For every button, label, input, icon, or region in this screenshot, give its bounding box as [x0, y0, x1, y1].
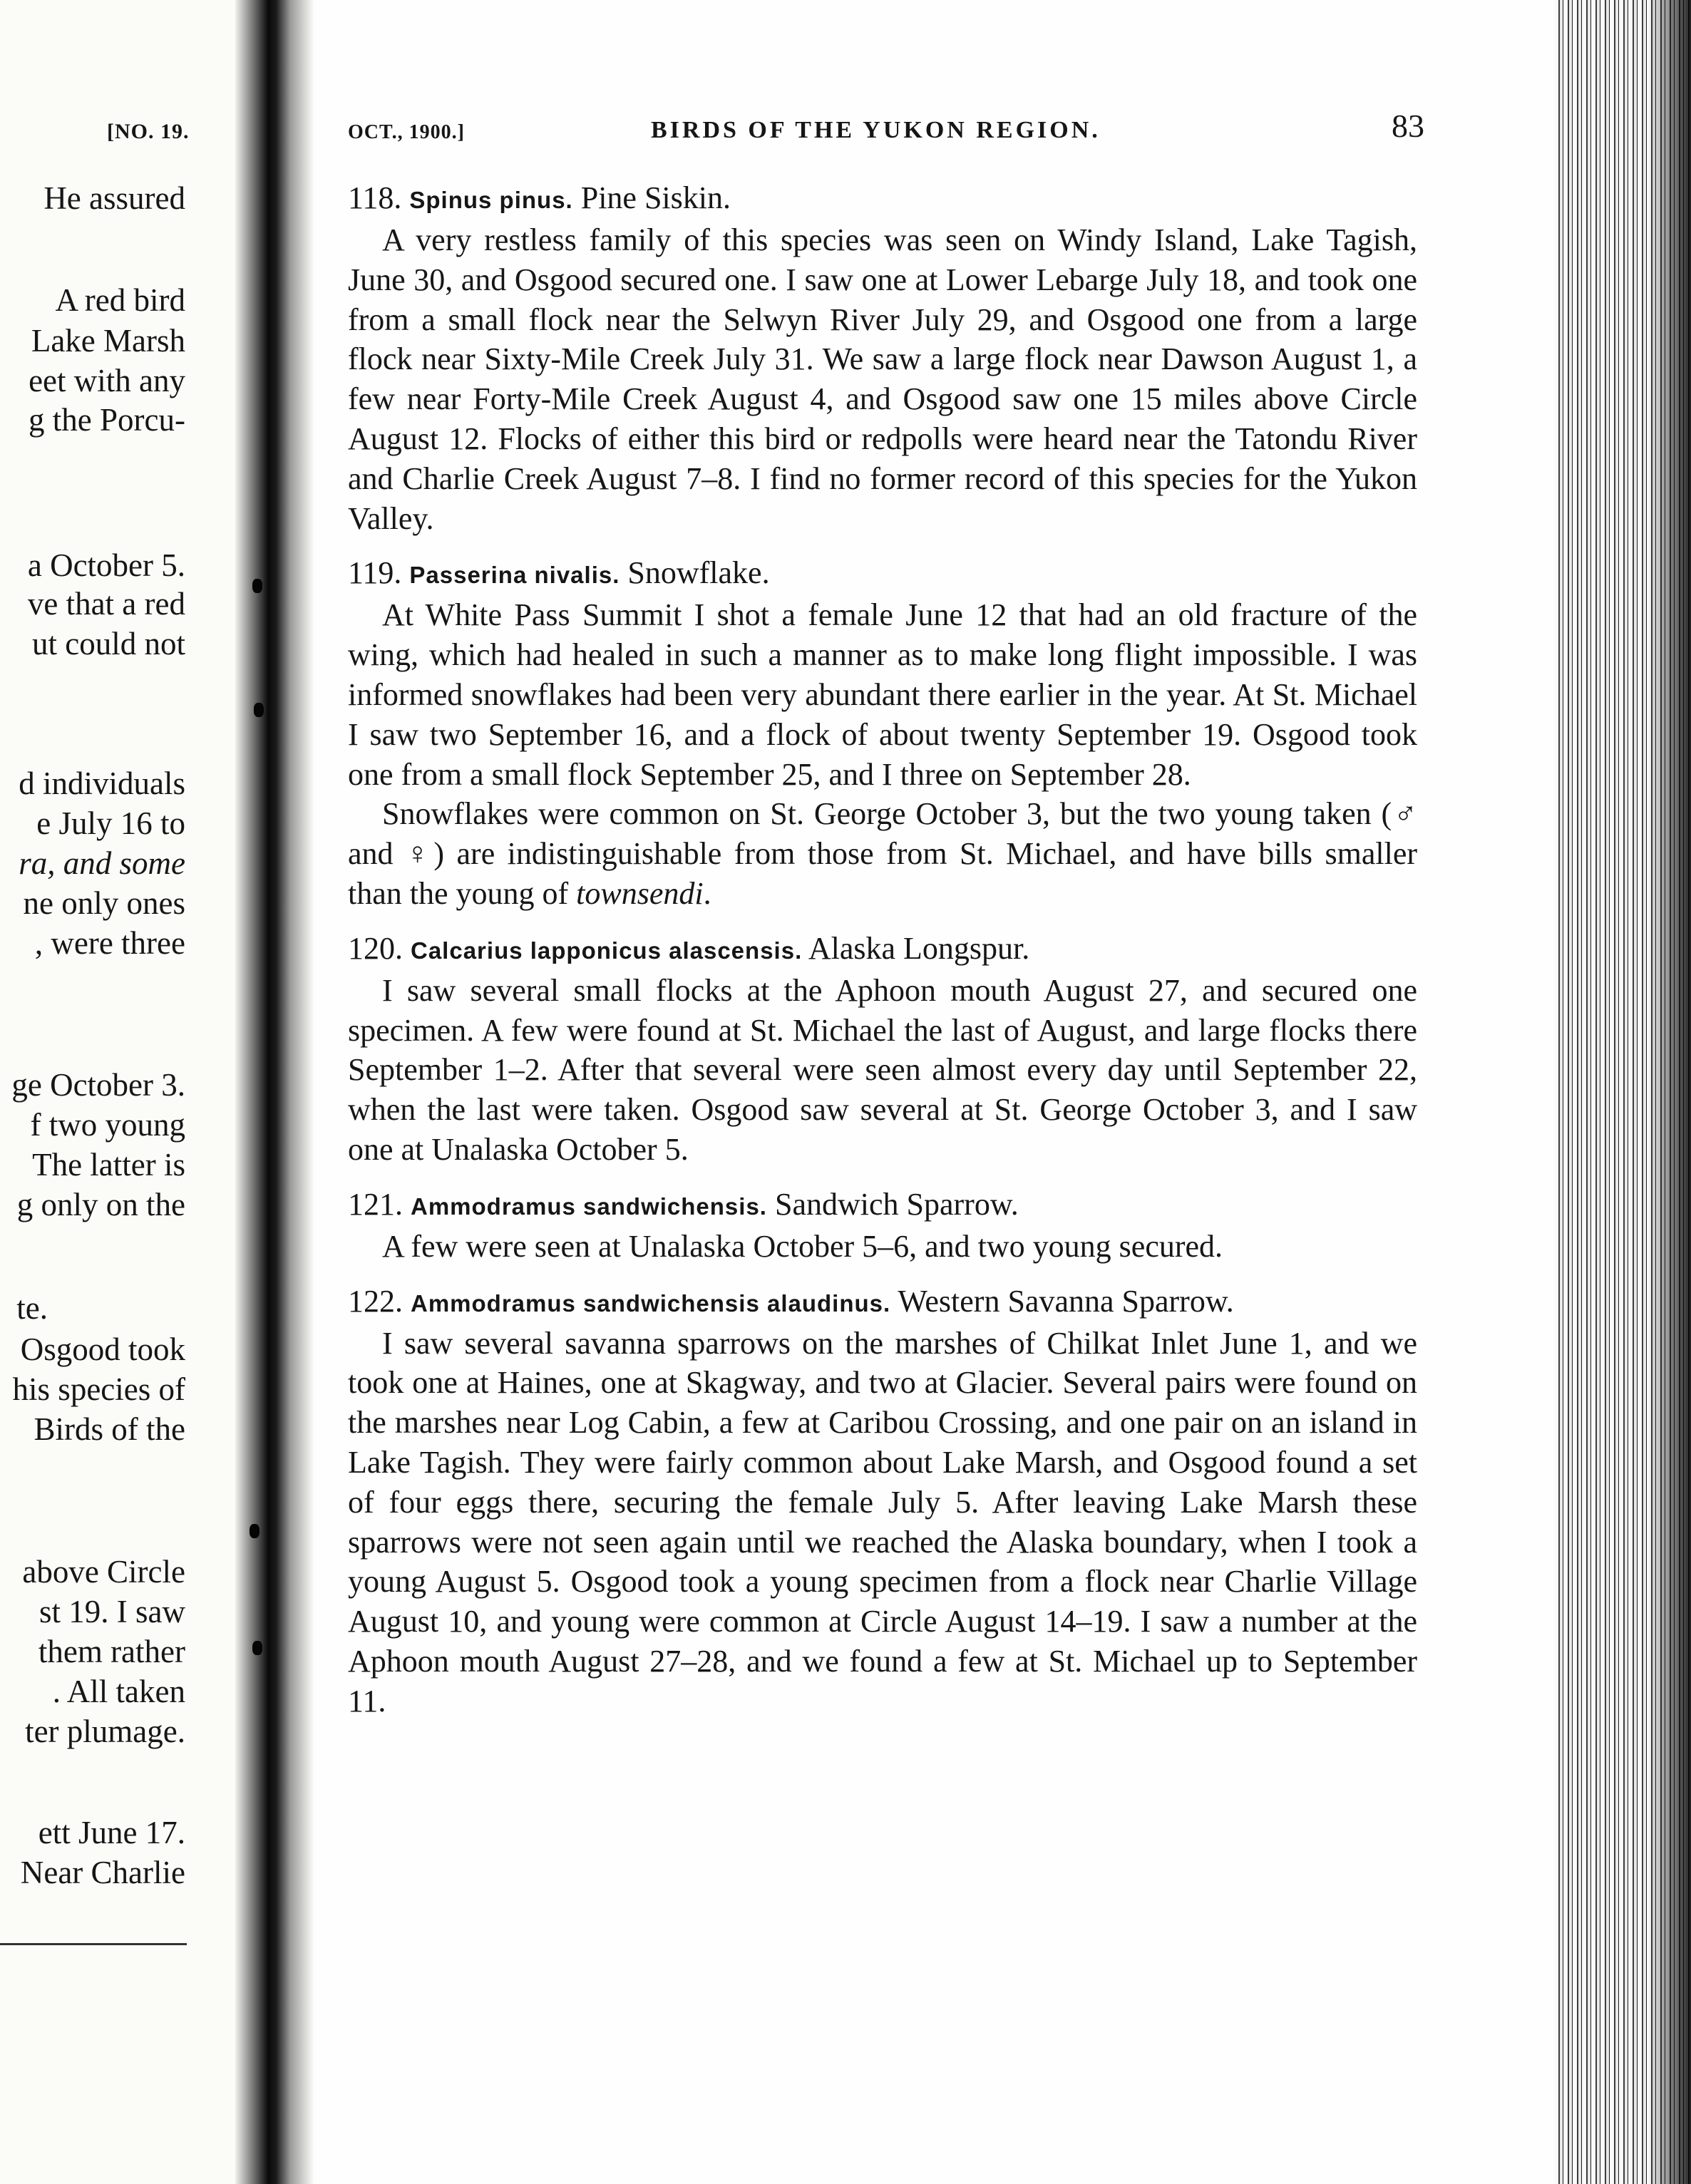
species-heading: [348, 1185, 1417, 1227]
page-edge-shadow: [1648, 0, 1691, 2184]
left-page-line: above Circle: [22, 1554, 185, 1590]
species-paragraph: [348, 794, 1417, 913]
left-page-line: g the Porcu-: [29, 402, 185, 438]
scientific-name: Spinus pinus.: [409, 187, 573, 213]
left-page-line: eet with any: [29, 363, 185, 398]
binding-thread-mark: [252, 579, 262, 593]
paragraph-text: .: [703, 875, 711, 911]
left-page-line: The latter is: [32, 1147, 185, 1183]
species-entry: [348, 1282, 1417, 1721]
left-page-line: Near Charlie: [20, 1855, 185, 1890]
left-page-line: st 19. I saw: [39, 1594, 185, 1629]
left-page-line: ett June 17.: [38, 1815, 185, 1850]
species-paragraph: A few were seen at Unalaska October 5–6, and two young secured.: [382, 1228, 1223, 1264]
species-paragraph: At White Pass Summit I shot a female June 12 that had an old fracture of the wing, which had healed in such a manner as to make long flight impossible. I was informed snowflakes had been very abundant there earlier in the year. At St. Michael I saw two September 16, and a flock of about twenty September 19. Osgood took one from a small flock September 25, and I three on September 28.: [348, 597, 1417, 792]
main-page: [314, 0, 1554, 2184]
left-page-line: them rather: [38, 1634, 185, 1669]
common-name: Sandwich Sparrow.: [774, 1186, 1019, 1222]
left-page-line: He assured: [43, 180, 185, 216]
running-head-title: BIRDS OF THE YUKON REGION.: [651, 117, 1101, 143]
common-name: Pine Siskin.: [580, 180, 731, 215]
common-name: Alaska Longspur.: [808, 930, 1030, 966]
species-entry: [348, 553, 1417, 913]
left-page-header: [NO. 19.: [107, 120, 190, 143]
left-page-line: g only on the: [16, 1187, 185, 1222]
left-page-footnote-rule: [0, 1943, 187, 1945]
binding-thread-mark: [252, 1641, 262, 1655]
book-page-edges: [1554, 0, 1691, 2184]
species-entry: [348, 1185, 1417, 1267]
left-page-line: ge October 3.: [11, 1067, 185, 1103]
left-page-line: ter plumage.: [25, 1714, 185, 1749]
species-paragraph: I saw several small flocks at the Aphoon mouth August 27, and secured one specimen. A few were found at St. Michael the last of August, and large flocks there September 1–2. After that several were seen almost every day until September 22, when the last were taken. Osgood saw several at St. George October 3, and I saw one at Unalaska October 5.: [348, 972, 1417, 1167]
left-page-line: Osgood took: [20, 1331, 185, 1367]
scientific-name: Ammodramus sandwichensis alaudinus.: [411, 1289, 891, 1317]
species-paragraph: A very restless family of this species was seen on Windy Island, Lake Tagish, June 30, and Osgood secured one. I saw one at Lower Lebarge July 18, and took one from a small flock near the Selwyn River July 29, and Osgood one from a large flock near Sixty-Mile Creek July 31. We saw a large flock near Dawson August 1, a few near Forty-Mile Creek August 4, and Osgood saw one 15 miles above Circle August 12. Flocks of either this bird or redpolls were heard near the Tatondu River and Charlie Creek August 7–8. I find no former record of this species for the Yukon Valley.: [348, 222, 1417, 536]
species-number: 121.: [348, 1186, 403, 1222]
scientific-name: Ammodramus sandwichensis.: [411, 1193, 767, 1220]
left-page-line: te.: [16, 1290, 48, 1326]
left-page-line: ne only ones: [23, 885, 185, 921]
species-entry: [348, 178, 1417, 538]
species-number: 119.: [348, 555, 402, 591]
scientific-name: Passerina nivalis.: [409, 562, 620, 589]
left-page-line: Birds of the: [34, 1411, 185, 1447]
common-name: Snowflake.: [627, 555, 770, 591]
book-gutter: [235, 0, 314, 2184]
species-heading: [348, 553, 1417, 595]
species-heading: [348, 1282, 1417, 1324]
left-page-line: e July 16 to: [36, 805, 185, 841]
scientific-name: Calcarius lapponicus alascensis.: [411, 937, 803, 964]
species-number: 122.: [348, 1283, 403, 1319]
binding-thread-mark: [250, 1524, 259, 1538]
running-head-date: OCT., 1900.]: [348, 121, 465, 143]
common-name: Western Savanna Sparrow.: [898, 1283, 1234, 1319]
running-head: [348, 107, 1424, 150]
species-number: 118.: [348, 180, 402, 215]
left-page-line: . All taken: [52, 1674, 185, 1709]
binding-thread-mark: [254, 703, 264, 717]
left-page-line: ra, and some: [19, 845, 185, 881]
left-page-line: a October 5.: [27, 547, 185, 583]
italic-taxon-name: townsendi: [576, 875, 704, 911]
species-entry: [348, 929, 1417, 1170]
left-page-line: f two young: [30, 1107, 185, 1143]
species-number: 120.: [348, 930, 403, 966]
species-heading: [348, 929, 1417, 971]
left-page-line: Lake Marsh: [31, 323, 185, 359]
left-page-line: ve that a red: [27, 586, 185, 622]
left-page-line: ut could not: [32, 626, 185, 661]
species-paragraph: I saw several savanna sparrows on the marshes of Chilkat Inlet June 1, and we took one at Haines, one at Skagway, and two at Glacier. Several pairs were found on the marshes near Log Cabin, a few at Caribou Crossing, and one pair on an island in Lake Tagish. They were fairly common about Lake Marsh, and Osgood found a set of four eggs there, securing the female July 5. After leaving Lake Marsh these sparrows were not seen again until we reached the Alaska boundary, when I took a young August 5. Osgood took a young specimen from a flock near Charlie Village August 10, and young were common at Circle August 14–19. I saw a number at the Aphoon mouth August 27–28, and we found a few at St. Michael up to September 11.: [348, 1325, 1417, 1719]
page-number: 83: [1392, 108, 1424, 144]
left-page-line: A red bird: [55, 282, 185, 318]
paragraph-text: Snowflakes were common on St. George October 3, but the two young taken (♂ and ♀) are indistinguishable from those from St. Michael, and have bills smaller than the young of: [348, 796, 1417, 911]
species-heading: [348, 178, 1417, 220]
left-page-line: d individuals: [19, 766, 185, 801]
left-page-line: , were three: [34, 925, 185, 961]
article-text: [348, 178, 1417, 1736]
left-page-line: his species of: [12, 1371, 185, 1407]
left-facing-page: [0, 0, 235, 2184]
